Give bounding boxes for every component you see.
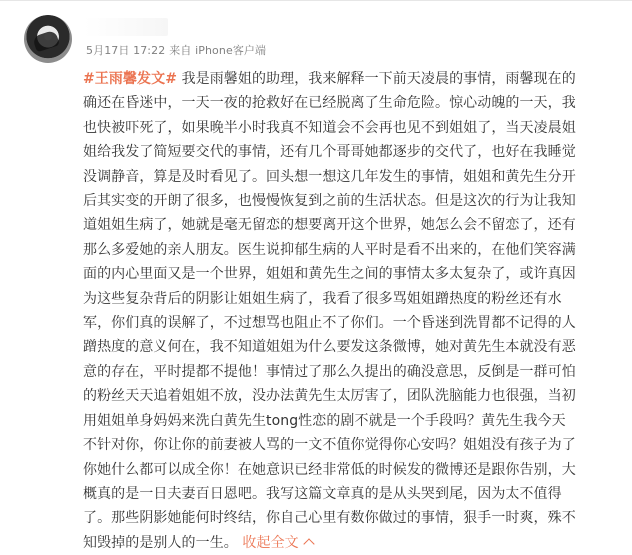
collapse-label: 收起全文	[242, 534, 299, 551]
user-avatar[interactable]	[24, 15, 72, 63]
hashtag-link[interactable]: #王雨馨发文#	[83, 71, 178, 87]
post-content	[83, 67, 578, 555]
post-meta	[86, 44, 266, 58]
chevron-up-icon	[303, 538, 314, 549]
post-source: 来自 iPhone客户端	[169, 44, 267, 57]
post-date[interactable]: 5月17日 17:22	[86, 44, 166, 57]
username-redacted	[84, 18, 168, 36]
post-body-text: 我是雨馨姐的助理，我来解释一下前天凌晨的事情，雨馨现在的确还在昏迷中，一天一夜的抢救好在已经脱离了生命危险。惊心动魄的一天，我也快被吓死了，如果晚半小时我真不知道会不会再也见不到姐姐了，当天凌晨姐姐给我发了简短要交代的事情，还有几个哥哥她都逐步的交代了，也好在我睡觉没调静音，算是及时看见了。回头想一想这几年发生的事情，姐姐和黄先生分开后其实变的开朗了很多，也慢慢恢复到之前的生活状态。但是这次的行为让我知道姐姐生病了，她就是毫无留恋的想要离开这个世界，她怎么会不留恋了，还有那么多爱她的亲人朋友。医生说抑郁生病的人平时是看不出来的，在他们笑容满面的内心里面又是一个世界，姐姐和黄先生之间的事情太多太复杂了，或许真因为这些复杂背后的阴影让姐姐生病了，我看了很多骂姐姐蹭热度的粉丝还有水军，你们真的误解了，不过想骂也阻止不了你们。一个昏迷到洗胃都不记得的人蹭热度的意义何在，我不知道姐姐为什么要发这条微博，她对黄先生本就没有恶意的存在，平时提都不提他！事情过了那么久提出的确没意思，反倒是一群可怕的粉丝天天追着姐姐不放，没办法黄先生太厉害了，团队洗脑能力也很强，当初用姐姐单身妈妈来洗白黄先生tong性恋的剧不就是一个手段吗？黄先生我今天不针对你，你让你的前妻被人骂的一文不值你觉得你心安吗？姐姐没有孩子为了你她什么都可以成全你！在她意识已经非常低的时候发的微博还是跟你告别，大概真的是一日夫妻百日恩吧。我写这篇文章真的是从头哭到尾，因为太不值得了。那些阴影她能何时终结，你自己心里有数你做过的事情，狠手一时爽，殊不知毁掉的是别人的一生。	[83, 71, 576, 551]
collapse-button[interactable]	[242, 535, 312, 551]
